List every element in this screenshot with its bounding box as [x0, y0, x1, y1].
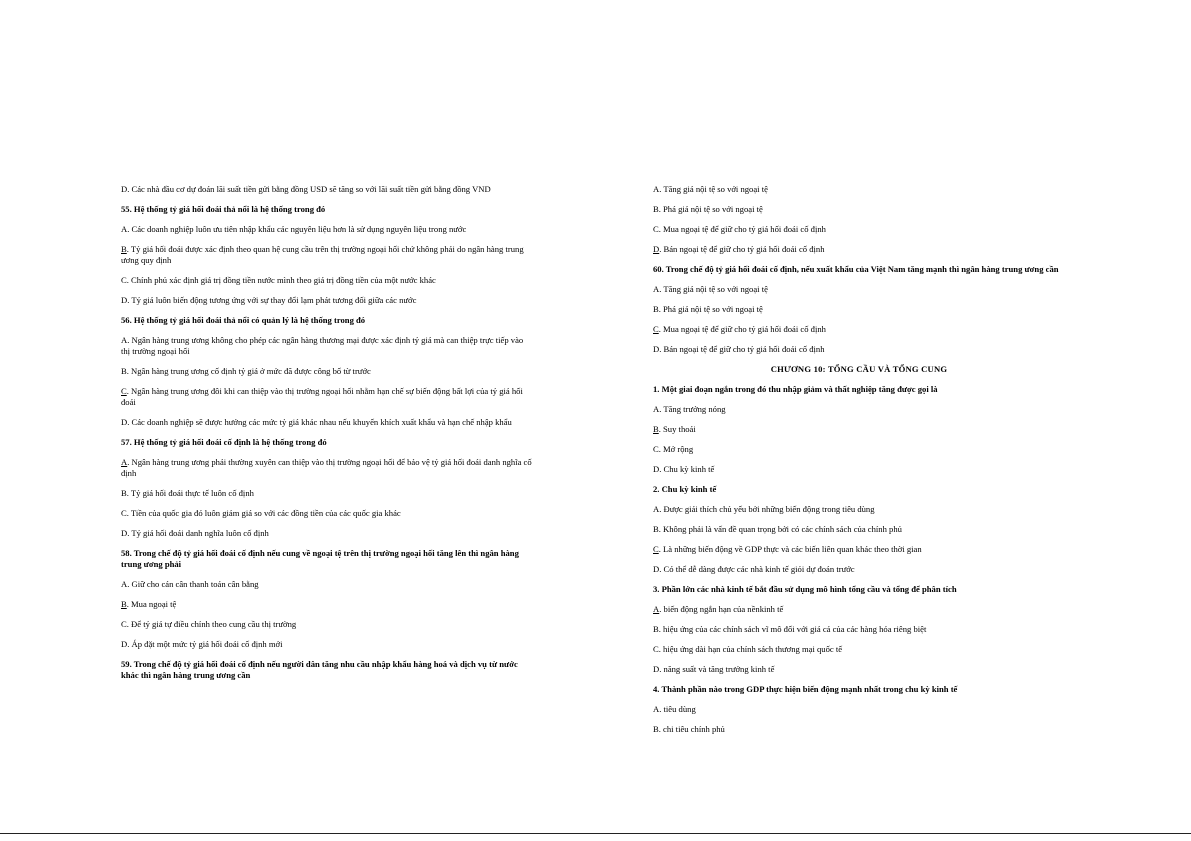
option-text: . Không phải là vấn đề quan trọng bởi có các chính sách của chính phủ	[658, 524, 902, 534]
correct-answer-letter: B	[121, 244, 127, 254]
question: 57. Hệ thống tỷ giá hối đoái cố định là hệ thống trong đó	[121, 437, 327, 447]
option-text: . Ngân hàng trung ương phải thường xuyên can thiệp vào thị trường ngoại hối để bảo vệ tỷ giá hối đoái danh nghĩa cố định	[121, 457, 532, 478]
question: 4. Thành phần nào trong GDP thực hiện biến động mạnh nhất trong chu kỳ kinh tế	[653, 684, 958, 694]
left-column	[121, 184, 533, 690]
option-text: . Áp đặt một mức tỷ giá hối đoái cố định mới	[127, 639, 283, 649]
answer-option	[121, 599, 533, 610]
option-letter: A	[121, 335, 128, 345]
option-letter: A	[653, 284, 660, 294]
correct-answer-letter: A	[653, 604, 660, 614]
option-letter: B	[653, 724, 659, 734]
answer-option	[121, 457, 533, 479]
option-letter: C	[121, 275, 127, 285]
answer-option	[653, 304, 1065, 315]
answer-option	[653, 724, 1065, 735]
answer-option	[653, 604, 1065, 615]
option-text: . Tăng trưởng nóng	[659, 404, 726, 414]
option-text: . chi tiêu chính phủ	[658, 724, 725, 734]
answer-option	[121, 224, 533, 235]
answer-option	[653, 704, 1065, 715]
answer-option	[121, 366, 533, 377]
option-text: . Mua ngoại tệ để giữ cho tỷ giá hối đoái cố định	[658, 324, 826, 334]
option-text: . Tăng giá nội tệ so với ngoại tệ	[659, 284, 768, 294]
option-text: . Có thể dễ dàng được các nhà kinh tế giỏi dự đoán trước	[659, 564, 855, 574]
answer-option	[653, 444, 1065, 455]
option-letter: D	[121, 639, 128, 649]
answer-option	[121, 508, 533, 519]
option-letter: C	[121, 619, 127, 629]
answer-option	[121, 335, 533, 357]
question: 3. Phần lớn các nhà kinh tế bắt đầu sử dụng mô hình tổng cầu và tổng để phân tích	[653, 584, 957, 594]
answer-option	[121, 386, 533, 408]
option-text: . Giữ cho cán cân thanh toán cân bằng	[127, 579, 259, 589]
option-letter: D	[121, 295, 128, 305]
option-letter: D	[653, 464, 660, 474]
option-text: . Chu kỳ kinh tế	[659, 464, 715, 474]
option-letter: D	[653, 664, 660, 674]
option-text: . Là những biến động về GDP thực và các biến liên quan khác theo thời gian	[658, 544, 922, 554]
question: 58. Trong chế độ tỷ giá hối đoái cố định nếu cung về ngoại tệ trên thị trường ngoại hối tăng lên thì ngân hàng trung ương phải	[121, 548, 519, 569]
option-letter: C	[121, 508, 127, 518]
question: 55. Hệ thống tỷ giá hối đoái thả nổi là hệ thống trong đó	[121, 204, 326, 214]
option-letter: B	[653, 304, 659, 314]
option-text: . Tỷ giá luôn biến động tương ứng với sự thay đổi lạm phát tương đối giữa các nước	[127, 295, 417, 305]
answer-option	[121, 488, 533, 499]
option-letter: A	[653, 504, 660, 514]
correct-answer-letter: A	[121, 457, 128, 467]
option-text: . Để tỷ giá tự điều chỉnh theo cung cầu thị trường	[126, 619, 297, 629]
correct-answer-letter: D	[653, 244, 660, 254]
option-letter: A	[121, 224, 128, 234]
option-letter: C	[653, 224, 659, 234]
option-letter: A	[653, 404, 660, 414]
answer-option	[653, 664, 1065, 675]
option-letter: D	[121, 417, 128, 427]
correct-answer-letter: B	[653, 424, 659, 434]
answer-option	[653, 244, 1065, 255]
option-letter: A	[653, 184, 660, 194]
question: 60. Trong chế độ tỷ giá hối đoái cố định, nếu xuất khẩu của Việt Nam tăng mạnh thì ngân hàng trung ương cần	[653, 264, 1059, 274]
right-column	[653, 184, 1065, 744]
answer-option	[653, 344, 1065, 355]
option-letter: B	[653, 624, 659, 634]
option-text: . Tỷ giá hối đoái danh nghĩa luôn cố định	[127, 528, 269, 538]
correct-answer-letter: B	[121, 599, 127, 609]
answer-option	[121, 619, 533, 630]
option-text: . tiêu dùng	[659, 704, 696, 714]
option-letter: C	[653, 644, 659, 654]
option-text: . Ngân hàng trung ương cố định tỷ giá ở mức đã được công bố từ trước	[126, 366, 371, 376]
option-letter: D	[653, 564, 660, 574]
answer-option	[653, 644, 1065, 655]
answer-option	[653, 424, 1065, 435]
question: 59. Trong chế độ tỷ giá hối đoái cố định nếu người dân tăng nhu cầu nhập khẩu hàng hoá và dịch vụ từ nước khác thì ngân hàng trung ương cần	[121, 659, 518, 680]
option-letter: D	[653, 344, 660, 354]
option-text: . Mua ngoại tệ	[126, 599, 177, 609]
option-text: . năng suất và tăng trưởng kinh tế	[659, 664, 775, 674]
option-text: . Mua ngoại tệ để giữ cho tỷ giá hối đoái cố định	[658, 224, 826, 234]
answer-option	[653, 464, 1065, 475]
option-text: . Tỷ giá hối đoái được xác định theo quan hệ cung cầu trên thị trường ngoại hối chứ không phải do ngân hàng trung ương quy định	[121, 244, 524, 265]
option-text: . Tăng giá nội tệ so với ngoại tệ	[659, 184, 768, 194]
option-text: . Các nhà đầu cơ dự đoán lãi suất tiền gửi bằng đồng USD sẽ tăng so với lãi suất tiền gửi bằng đồng VND	[127, 184, 491, 194]
answer-option	[121, 639, 533, 650]
answer-option	[653, 504, 1065, 515]
answer-option	[121, 579, 533, 590]
option-text: . Chính phủ xác định giá trị đồng tiền nước mình theo giá trị đồng tiền của một nước khác	[126, 275, 436, 285]
question: 2. Chu kỳ kinh tế	[653, 484, 717, 494]
option-text: . Phá giá nội tệ so với ngoại tệ	[658, 204, 763, 214]
correct-answer-letter: C	[121, 386, 127, 396]
option-text: . Các doanh nghiệp sẽ được hưởng các mức tỷ giá khác nhau nếu khuyến khích xuất khẩu và hạn chế nhập khẩu	[127, 417, 512, 427]
option-text: . Ngân hàng trung ương không cho phép các ngân hàng thương mại được xác định tỷ giá mà can thiệp trực tiếp vào thị trường ngoại hối	[121, 335, 524, 356]
answer-option	[653, 204, 1065, 215]
answer-option	[653, 404, 1065, 415]
option-letter: B	[121, 366, 127, 376]
option-text: . Bán ngoại tệ để giữ cho tỷ giá hối đoái cố định	[659, 244, 825, 254]
bottom-rule	[0, 833, 1191, 834]
question: 1. Một giai đoạn ngắn trong đó thu nhập giảm và thất nghiệp tăng được gọi là	[653, 384, 938, 394]
answer-option	[653, 284, 1065, 295]
option-text: . Tỷ giá hối đoái thực tế luôn cố định	[126, 488, 254, 498]
answer-option	[653, 184, 1065, 195]
correct-answer-letter: C	[653, 544, 659, 554]
option-text: . Bán ngoại tệ để giữ cho tỷ giá hối đoái cố định	[659, 344, 825, 354]
option-text: . hiệu ứng dài hạn của chính sách thương mại quốc tế	[658, 644, 843, 654]
option-text: . Tiền của quốc gia đó luôn giảm giá so với các đồng tiền của các quốc gia khác	[126, 508, 401, 518]
correct-answer-letter: C	[653, 324, 659, 334]
option-letter: C	[653, 444, 659, 454]
option-letter: D	[121, 184, 128, 194]
answer-option	[653, 524, 1065, 535]
question: 56. Hệ thống tỷ giá hối đoái thả nổi có quản lý là hệ thống trong đó	[121, 315, 366, 325]
answer-option	[653, 544, 1065, 555]
answer-option	[121, 417, 533, 428]
option-text: . Ngân hàng trung ương đôi khi can thiệp vào thị trường ngoại hối nhằm hạn chế sự biến động bất lợi của tỷ giá hối đoái	[121, 386, 523, 407]
option-letter: A	[653, 704, 660, 714]
option-text: . Phá giá nội tệ so với ngoại tệ	[658, 304, 763, 314]
option-letter: B	[121, 488, 127, 498]
answer-option	[653, 324, 1065, 335]
option-text: . biến động ngắn hạn của nềnkinh tế	[659, 604, 784, 614]
answer-option	[653, 624, 1065, 635]
answer-option	[121, 244, 533, 266]
answer-option	[121, 295, 533, 306]
option-text: . Mở rộng	[658, 444, 694, 454]
option-letter: B	[653, 204, 659, 214]
option-text: . Các doanh nghiệp luôn ưu tiên nhập khẩu các nguyên liệu hơn là sử dụng nguyên liệu trong nước	[127, 224, 467, 234]
option-letter: B	[653, 524, 659, 534]
option-text: . Được giải thích chủ yếu bởi những biến động trong tiêu dùng	[659, 504, 875, 514]
option-letter: D	[121, 528, 128, 538]
option-text: . hiệu ứng của các chính sách vĩ mô đối với giá cả của các hàng hóa riêng biệt	[658, 624, 927, 634]
answer-option	[653, 564, 1065, 575]
answer-option	[121, 528, 533, 539]
answer-option	[121, 275, 533, 286]
chapter-heading: CHƯƠNG 10: TỔNG CẦU VÀ TỔNG CUNG	[770, 364, 948, 374]
answer-option	[653, 224, 1065, 235]
option-letter: A	[121, 579, 128, 589]
answer-option	[121, 184, 533, 195]
option-text: . Suy thoái	[658, 424, 696, 434]
